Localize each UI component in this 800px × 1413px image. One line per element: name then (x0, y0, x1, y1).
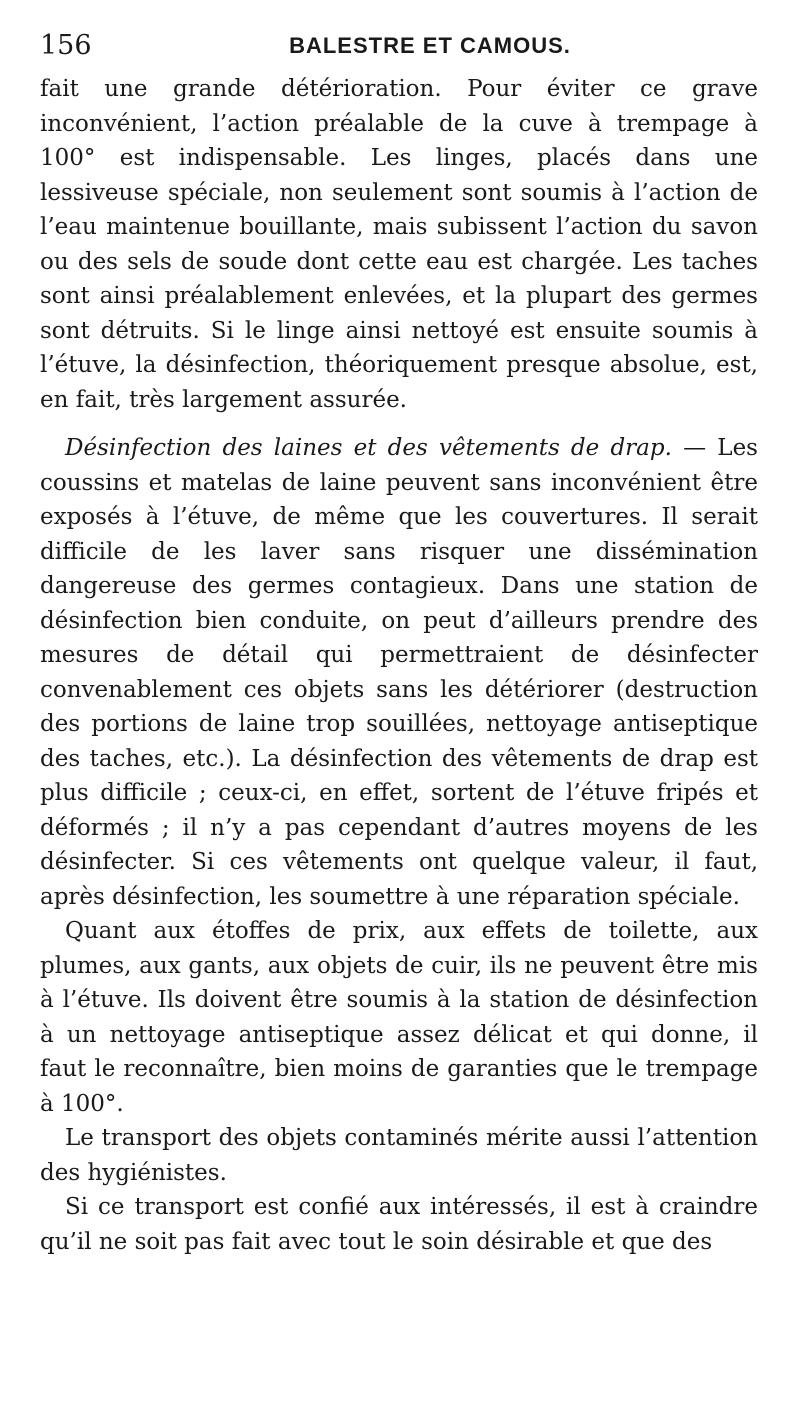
section-heading: Désinfection des laines et des vêtements de drap. (65, 435, 672, 461)
running-head: BALESTRE ET CAMOUS. (289, 33, 571, 58)
paragraph-2-text: — Les coussins et matelas de laine peuvent sans inconvénient être exposés à l’étuve, de même que les couvertures. Il serait difficile de les laver sans risquer une dissémination dangereuse des germes contagieux. Dans une station de désinfection bien conduite, on peut d’ailleurs prendre des mesures de détail qui permettraient de désinfecter convenablement ces objets sans les détériorer (destruction des portions de laine trop souillées, nettoyage antiseptique des taches, etc.). La désinfection des vêtements de drap est plus difficile ; ceux-ci, en effet, sortent de l’étuve fripés et déformés ; il n’y a pas cependant d’autres moyens de les désinfecter. Si ces vêtements ont quelque valeur, il faut, après désinfection, les soumettre à une réparation spéciale. (40, 435, 758, 910)
page-body (40, 72, 758, 1259)
paragraph-3: Quant aux étoffes de prix, aux effets de toilette, aux plumes, aux gants, aux objets de cuir, ils ne peuvent être mis à l’étuve. Ils doivent être soumis à la station de désinfection à un nettoyage antiseptique assez délicat et qui donne, il faut le reconnaître, bien moins de garanties que le trempage à 100°. (40, 918, 758, 1117)
paragraph-2 (40, 431, 758, 914)
page-header (40, 30, 760, 70)
paragraph-1: fait une grande détérioration. Pour éviter ce grave inconvénient, l’action préalable de la cuve à trempage à 100° est indispensable. Les linges, placés dans une lessiveuse spéciale, non seulement sont soumis à l’action de l’eau maintenue bouillante, mais subissent l’action du savon ou des sels de soude dont cette eau est chargée. Les taches sont ainsi préalablement enlevées, et la plupart des germes sont détruits. Si le linge ainsi nettoyé est ensuite soumis à l’étuve, la désinfection, théoriquement presque absolue, est, en fait, très largement assurée. (40, 76, 758, 413)
page-number: 156 (40, 30, 92, 61)
paragraph-4: Le transport des objets contaminés mérite aussi l’attention des hygiénistes. (40, 1125, 758, 1186)
paragraph-5: Si ce transport est confié aux intéressés, il est à craindre qu’il ne soit pas fait avec tout le soin désirable et que des (40, 1194, 758, 1255)
